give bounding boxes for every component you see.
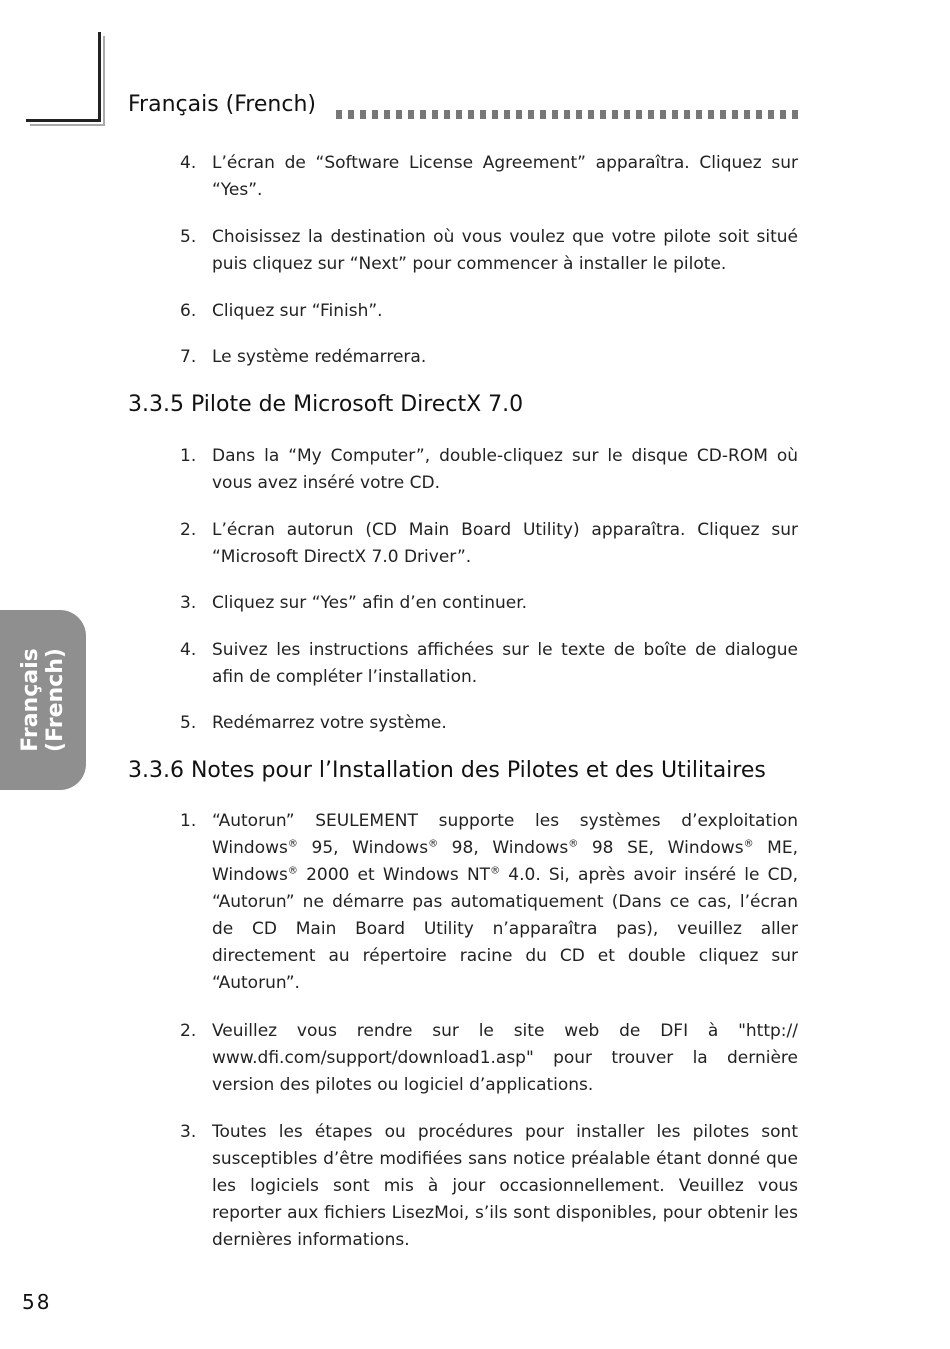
- section-heading-336: 3.3.6 Notes pour l’Installation des Pilotes et des Utilitaires: [128, 758, 766, 783]
- list-item: [180, 517, 798, 571]
- list-item-text: Suivez les instructions affichées sur le texte de boîte de dialogue afin de compléter l’installation.: [212, 640, 798, 687]
- list-item: [180, 443, 798, 497]
- corner-mark-vertical: [98, 32, 101, 122]
- corner-mark-shadow-vertical: [103, 36, 105, 126]
- corner-mark-shadow-horizontal: [30, 124, 105, 126]
- list-item-number: 3.: [180, 1122, 197, 1142]
- section-heading-335: 3.3.5 Pilote de Microsoft DirectX 7.0: [128, 392, 524, 417]
- side-tab-label: Français (French): [18, 648, 68, 752]
- list-item: [180, 224, 798, 278]
- list-item: [180, 1018, 798, 1099]
- registered-mark: ®: [743, 838, 754, 850]
- list-item-number: 2.: [180, 520, 197, 540]
- registered-mark: ®: [490, 865, 501, 877]
- list-item-number: 3.: [180, 593, 197, 613]
- list-item-text: Choisissez la destination où vous voulez que votre pilote soit situé puis cliquez sur “Next” pour commencer à installer le pilote.: [212, 227, 798, 274]
- list-item-text: “Autorun” SEULEMENT supporte les systèmes d’exploitation Windows® 95, Windows® 98, Windows® 98 SE, Windows® ME, Windows® 2000 et Windows NT® 4.0. Si, après avoir inséré le CD, “Autorun” ne démarre pas automatiquement (Dans ce cas, l’écran de CD Main Board Utility n’apparaîtra pas), veuillez aller directement au répertoire racine du CD et double cliquez sur “Autorun”.: [212, 811, 798, 993]
- registered-mark: ®: [428, 838, 439, 850]
- list-item-text: Cliquez sur “Finish”.: [212, 301, 383, 321]
- list-item-number: 4.: [180, 640, 197, 660]
- page-header-title: Français (French): [128, 92, 316, 117]
- list-item: [180, 808, 798, 997]
- list-item-number: 1.: [180, 811, 197, 831]
- list-item: [180, 298, 798, 325]
- list-item-text: Toutes les étapes ou procédures pour installer les pilotes sont susceptibles d’être modifiées sans notice préalable étant donné que les logiciels sont mis à jour occasionnellement. Veuillez vous reporter aux fichiers LisezMoi, s’ils sont disponibles, pour obtenir les dernières informations.: [212, 1122, 798, 1250]
- list-item: [180, 344, 798, 371]
- list-item: [180, 637, 798, 691]
- list-item-text: Dans la “My Computer”, double-cliquez sur le disque CD-ROM où vous avez inséré votre CD.: [212, 446, 798, 493]
- registered-mark: ®: [287, 838, 298, 850]
- list-item: [180, 590, 798, 617]
- registered-mark: ®: [568, 838, 579, 850]
- list-item-number: 1.: [180, 446, 197, 466]
- list-item-text: Redémarrez votre système.: [212, 713, 447, 733]
- list-item-text: L’écran de “Software License Agreement” apparaîtra. Cliquez sur “Yes”.: [212, 153, 798, 200]
- list-item-number: 5.: [180, 713, 197, 733]
- list-item: [180, 1119, 798, 1254]
- list-item: [180, 150, 798, 204]
- list-item-text: Le système redémarrera.: [212, 347, 427, 367]
- list-item-number: 7.: [180, 347, 197, 367]
- list-item-number: 5.: [180, 227, 197, 247]
- list-item-number: 4.: [180, 153, 197, 173]
- page-number: 58: [22, 1290, 52, 1314]
- language-side-tab: [0, 610, 86, 790]
- list-item-number: 2.: [180, 1021, 197, 1041]
- list-item-text: Veuillez vous rendre sur le site web de DFI à "http:// www.dfi.com/support/download1.asp" pour trouver la dernière version des pilotes ou logiciel d’applications.: [212, 1021, 798, 1095]
- registered-mark: ®: [287, 865, 298, 877]
- header-dotted-rule: [336, 110, 798, 119]
- list-item-text: Cliquez sur “Yes” afin d’en continuer.: [212, 593, 528, 613]
- corner-mark-horizontal: [26, 119, 101, 122]
- list-item-number: 6.: [180, 301, 197, 321]
- list-item-text: L’écran autorun (CD Main Board Utility) apparaîtra. Cliquez sur “Microsoft DirectX 7.0 Driver”.: [212, 520, 798, 567]
- list-item: [180, 710, 798, 737]
